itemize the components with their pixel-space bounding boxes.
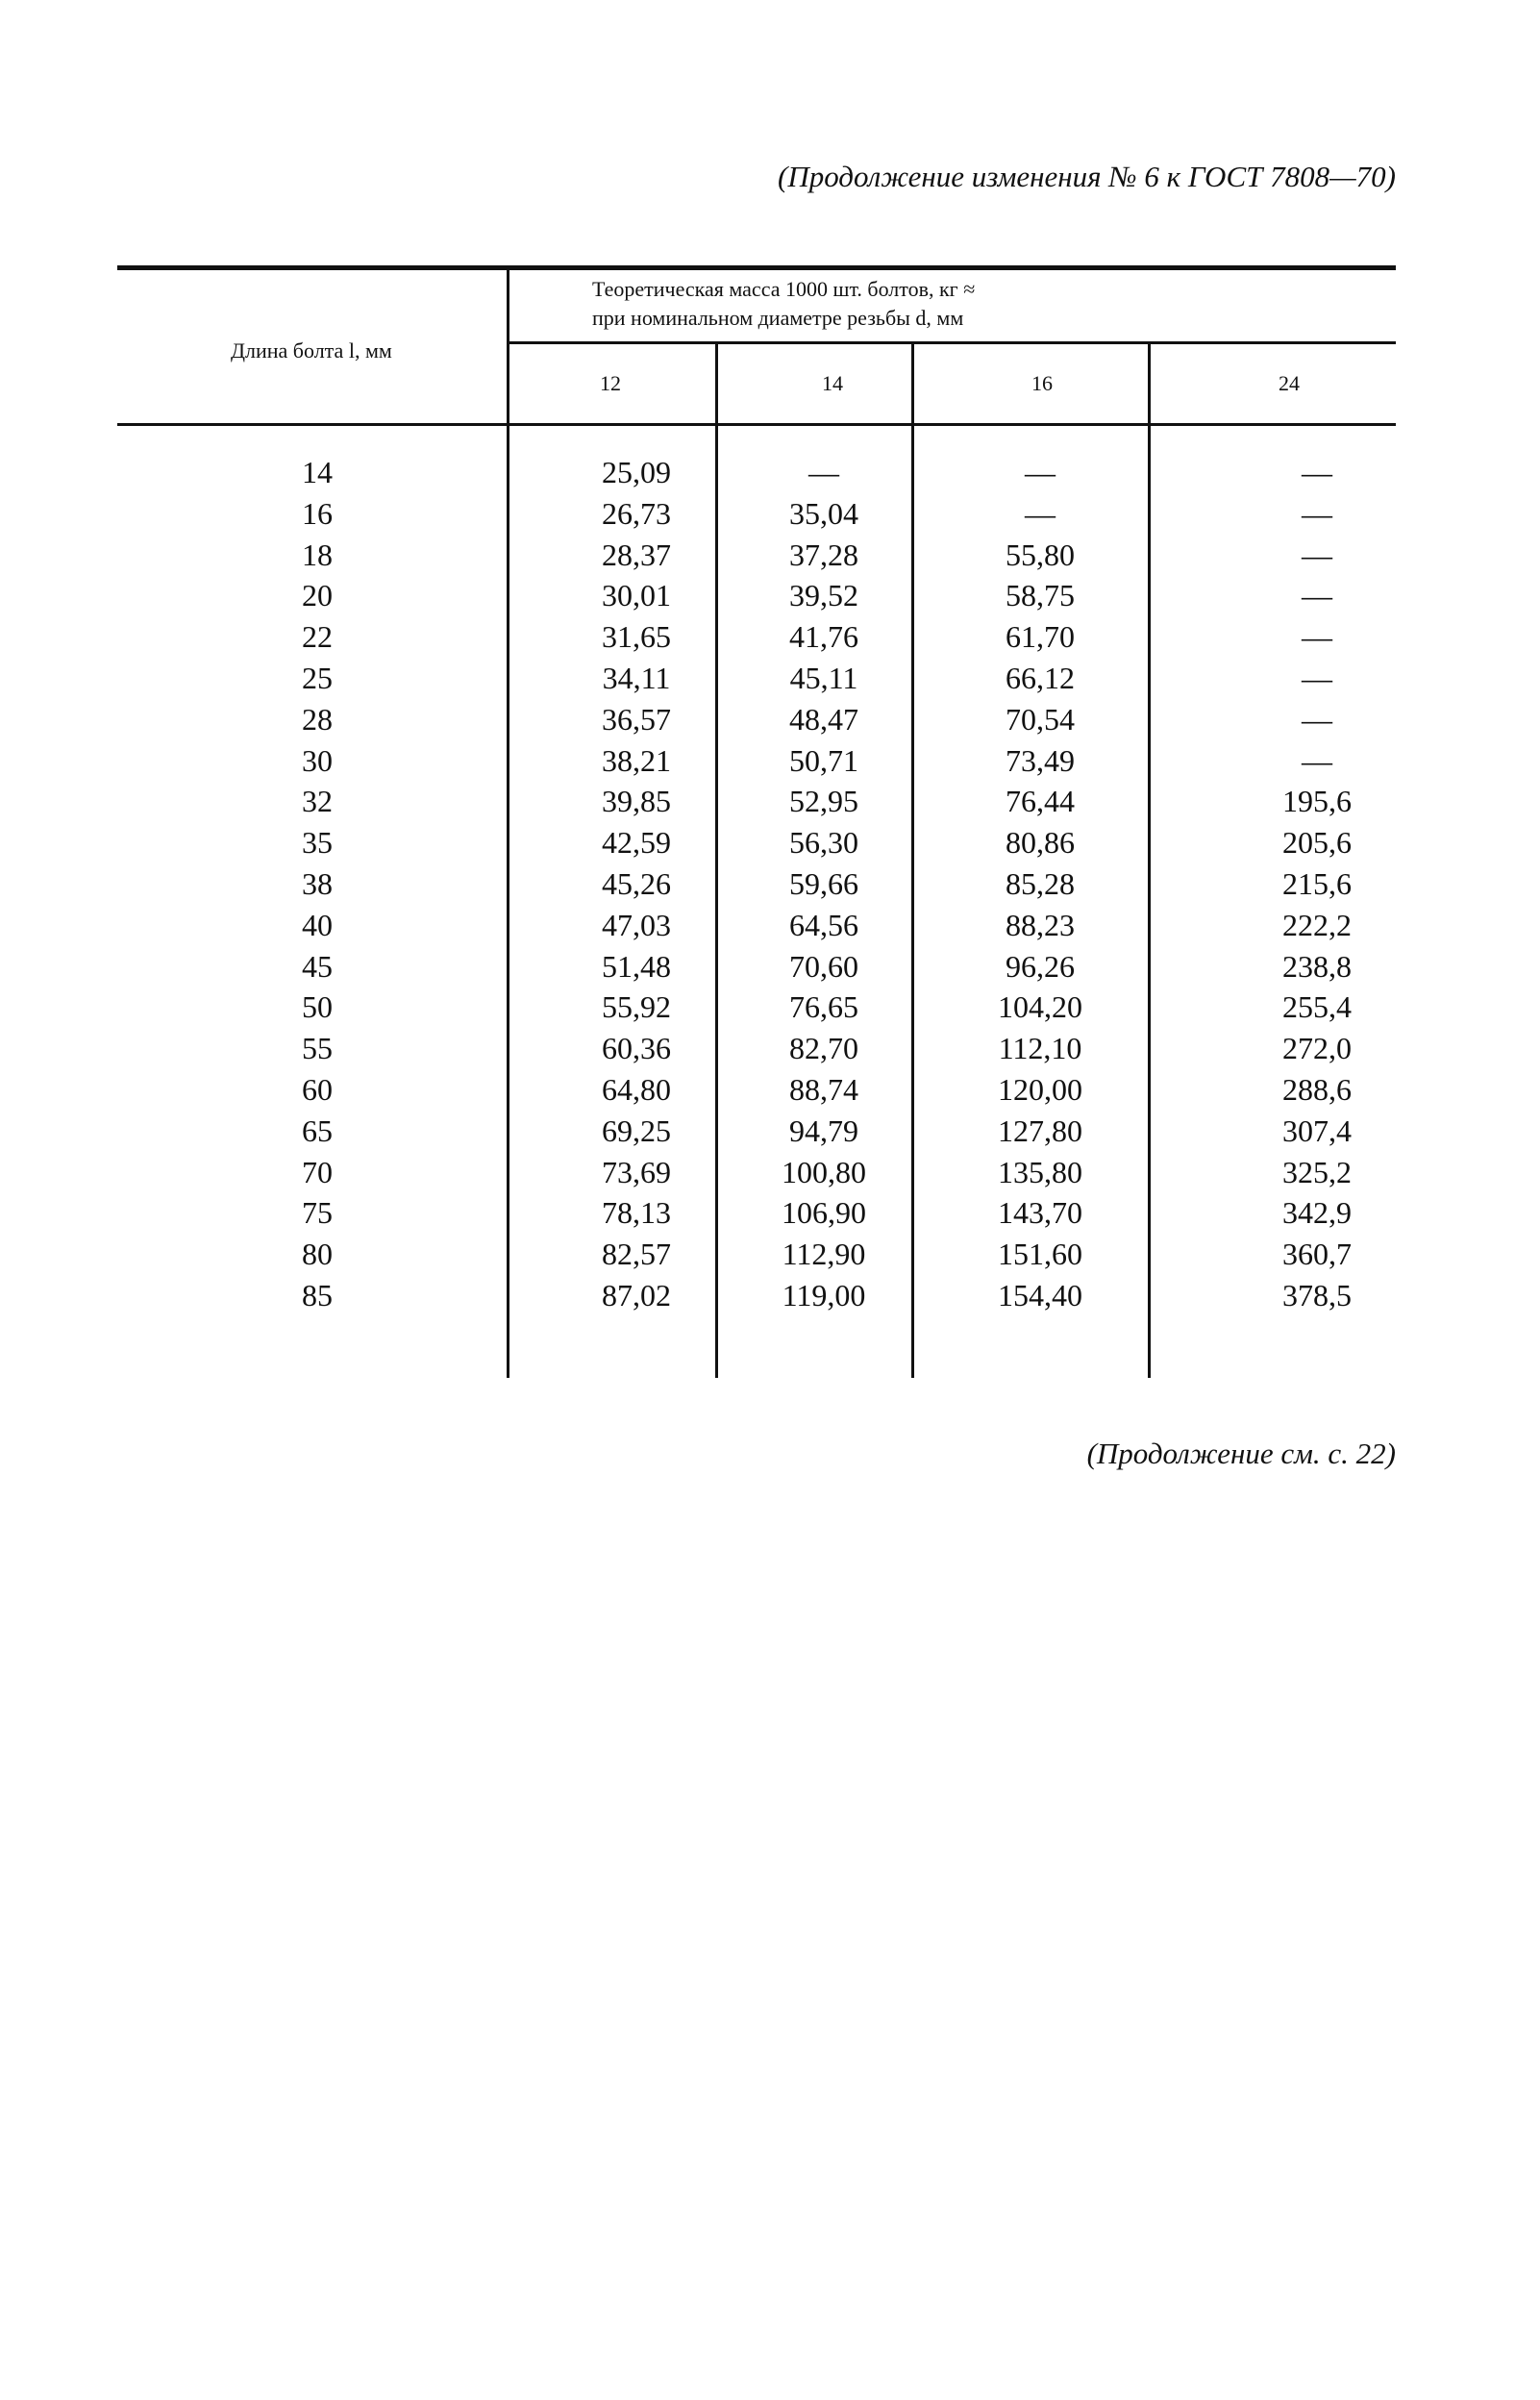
- mass-value-cell: 25,09: [602, 455, 671, 489]
- bolt-length-cell: 16: [302, 495, 333, 531]
- column-divider-3: [911, 344, 914, 1378]
- mass-value-cell: 38,21: [602, 742, 671, 778]
- bolt-length-cell: 75: [302, 1195, 333, 1231]
- mass-value-cell: 64,80: [602, 1072, 671, 1107]
- mass-value-cell: 307,4: [1282, 1112, 1352, 1148]
- continuation-footer: (Продолжение см. с. 22): [1086, 1437, 1396, 1470]
- mass-value-cell: 205,6: [1282, 825, 1352, 861]
- diameter-header-12: 12: [600, 371, 621, 395]
- subheader-rule: [509, 341, 1396, 344]
- mass-value-cell: 35,04: [789, 495, 858, 531]
- mass-value-cell: 106,90: [782, 1195, 866, 1231]
- mass-value-cell: 58,75: [1006, 578, 1075, 613]
- mass-value-cell: 52,95: [789, 784, 858, 819]
- mass-value-cell: 45,26: [602, 866, 671, 901]
- bolt-length-cell: 45: [302, 948, 333, 984]
- column-divider-4: [1148, 344, 1151, 1378]
- mass-value-cell: —: [1302, 455, 1332, 489]
- mass-value-cell: 151,60: [998, 1237, 1082, 1272]
- mass-value-cell: 88,23: [1006, 907, 1075, 942]
- mass-value-cell: 34,11: [602, 661, 671, 695]
- mass-value-cell: 378,5: [1282, 1278, 1352, 1312]
- table-top-rule: [117, 265, 1396, 270]
- mass-value-cell: —: [1302, 742, 1332, 778]
- mass-value-cell: 119,00: [782, 1278, 866, 1312]
- group-header-line1: Теоретическая масса 1000 шт. болтов, кг ≈: [592, 277, 976, 301]
- mass-value-cell: 120,00: [998, 1072, 1082, 1107]
- mass-value-cell: 73,69: [602, 1154, 671, 1189]
- mass-value-cell: 55,92: [602, 989, 671, 1025]
- mass-value-cell: 222,2: [1282, 907, 1352, 942]
- bolt-length-cell: 50: [302, 989, 333, 1025]
- bolt-length-cell: 28: [302, 701, 333, 737]
- mass-value-cell: 31,65: [602, 619, 671, 655]
- mass-value-cell: 76,65: [789, 989, 858, 1025]
- mass-value-cell: 238,8: [1282, 948, 1352, 984]
- mass-value-cell: 69,25: [602, 1112, 671, 1148]
- mass-value-cell: 82,57: [602, 1237, 671, 1272]
- mass-value-cell: —: [1302, 495, 1332, 531]
- mass-value-cell: 80,86: [1006, 825, 1075, 861]
- mass-value-cell: 215,6: [1282, 866, 1352, 901]
- mass-value-cell: 127,80: [998, 1112, 1082, 1148]
- mass-value-cell: —: [1302, 619, 1332, 655]
- mass-value-cell: 154,40: [998, 1278, 1082, 1312]
- mass-value-cell: 88,74: [789, 1072, 858, 1107]
- mass-value-cell: 36,57: [602, 701, 671, 737]
- mass-value-cell: 42,59: [602, 825, 671, 861]
- mass-value-cell: 100,80: [782, 1154, 866, 1189]
- bolt-length-cell: 14: [302, 455, 333, 489]
- bolt-length-cell: 65: [302, 1112, 333, 1148]
- row-header-label: Длина болта l, мм: [231, 338, 392, 362]
- mass-value-cell: 76,44: [1006, 784, 1075, 819]
- mass-value-cell: 342,9: [1282, 1195, 1352, 1231]
- bolt-length-cell: 85: [302, 1278, 333, 1312]
- mass-value-cell: 39,85: [602, 784, 671, 819]
- mass-value-cell: 60,36: [602, 1031, 671, 1066]
- mass-value-cell: 272,0: [1282, 1031, 1352, 1066]
- mass-value-cell: 96,26: [1006, 948, 1075, 984]
- mass-value-cell: 325,2: [1282, 1154, 1352, 1189]
- mass-value-cell: 41,76: [789, 619, 858, 655]
- mass-value-cell: 64,56: [789, 907, 858, 942]
- mass-value-cell: 94,79: [789, 1112, 858, 1148]
- mass-value-cell: 28,37: [602, 537, 671, 572]
- group-header-line2: при номинальном диаметре резьбы d, мм: [592, 306, 964, 330]
- mass-value-cell: 51,48: [602, 948, 671, 984]
- bolt-length-cell: 30: [302, 742, 333, 778]
- bolt-length-cell: 55: [302, 1031, 333, 1066]
- mass-value-cell: 255,4: [1282, 989, 1352, 1025]
- mass-value-cell: —: [808, 455, 839, 489]
- diameter-header-16: 16: [1031, 371, 1053, 395]
- mass-value-cell: 78,13: [602, 1195, 671, 1231]
- mass-value-cell: 45,11: [789, 661, 858, 695]
- mass-value-cell: —: [1025, 495, 1056, 531]
- mass-value-cell: 195,6: [1282, 784, 1352, 819]
- bolt-length-cell: 60: [302, 1072, 333, 1107]
- mass-value-cell: 288,6: [1282, 1072, 1352, 1107]
- mass-value-cell: —: [1025, 455, 1056, 489]
- mass-value-cell: 360,7: [1282, 1237, 1352, 1272]
- diameter-header-24: 24: [1279, 371, 1300, 395]
- mass-value-cell: —: [1302, 537, 1332, 572]
- mass-value-cell: 55,80: [1006, 537, 1075, 572]
- bolt-length-cell: 38: [302, 866, 333, 901]
- mass-value-cell: 37,28: [789, 537, 858, 572]
- mass-value-cell: 30,01: [602, 578, 671, 613]
- bolt-length-cell: 20: [302, 578, 333, 613]
- mass-value-cell: 112,10: [998, 1031, 1082, 1066]
- bolt-length-cell: 35: [302, 825, 333, 861]
- mass-value-cell: 143,70: [998, 1195, 1082, 1231]
- column-divider-1: [507, 270, 509, 1378]
- mass-value-cell: 70,60: [789, 948, 858, 984]
- bolt-length-cell: 80: [302, 1237, 333, 1272]
- mass-value-cell: 61,70: [1006, 619, 1075, 655]
- mass-value-cell: 104,20: [998, 989, 1082, 1025]
- mass-value-cell: 26,73: [602, 495, 671, 531]
- mass-value-cell: 59,66: [789, 866, 858, 901]
- mass-value-cell: 66,12: [1006, 661, 1075, 695]
- mass-value-cell: 85,28: [1006, 866, 1075, 901]
- mass-value-cell: —: [1302, 578, 1332, 613]
- mass-value-cell: 135,80: [998, 1154, 1082, 1189]
- mass-value-cell: 73,49: [1006, 742, 1075, 778]
- mass-value-cell: 112,90: [782, 1237, 866, 1272]
- mass-value-cell: 47,03: [602, 907, 671, 942]
- mass-value-cell: —: [1302, 661, 1332, 695]
- mass-value-cell: 48,47: [789, 701, 858, 737]
- mass-value-cell: —: [1302, 701, 1332, 737]
- bolt-length-cell: 40: [302, 907, 333, 942]
- continuation-header: (Продолжение изменения № 6 к ГОСТ 7808—70): [778, 160, 1396, 193]
- bolt-length-cell: 18: [302, 537, 333, 572]
- bolt-length-cell: 32: [302, 784, 333, 819]
- mass-value-cell: 50,71: [789, 742, 858, 778]
- diameter-header-14: 14: [822, 371, 843, 395]
- mass-value-cell: 82,70: [789, 1031, 858, 1066]
- mass-value-cell: 70,54: [1006, 701, 1075, 737]
- bolt-length-cell: 25: [302, 661, 333, 695]
- header-bottom-rule: [117, 423, 1396, 426]
- bolt-length-cell: 22: [302, 619, 333, 655]
- mass-value-cell: 39,52: [789, 578, 858, 613]
- bolt-length-cell: 70: [302, 1154, 333, 1189]
- mass-value-cell: 56,30: [789, 825, 858, 861]
- mass-value-cell: 87,02: [602, 1278, 671, 1312]
